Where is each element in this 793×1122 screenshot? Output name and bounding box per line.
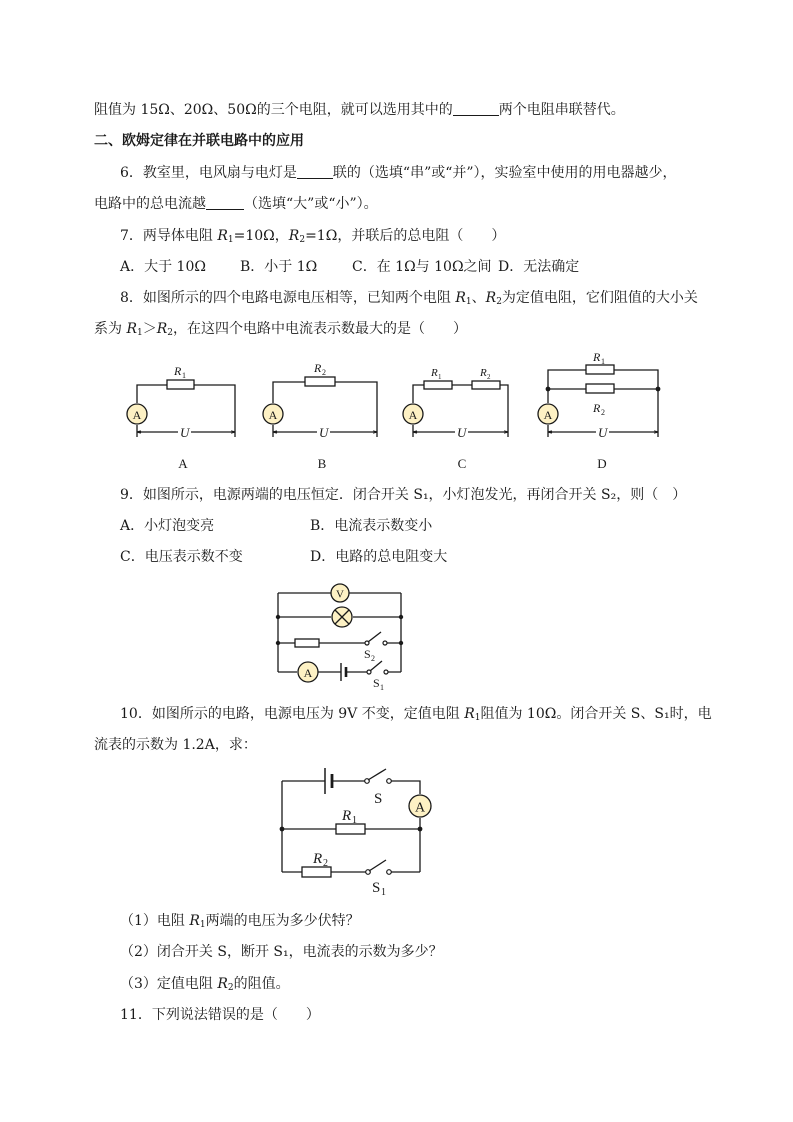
r2-sub: 2 — [323, 858, 328, 869]
r-sub: 1 — [182, 371, 186, 380]
q9-stem: 9．如图所示，电源两端的电压恒定．闭合开关 S₁，小灯泡发光，再闭合开关 S₂，则（ ） — [120, 487, 687, 503]
r-label: R — [174, 364, 182, 378]
circuit-a-label[interactable]: A — [178, 456, 188, 471]
section-title: 二、欧姆定律在并联电路中的应用 — [94, 133, 304, 149]
q9-option-c[interactable]: C．电压表示数不变 — [120, 549, 243, 565]
ammeter-label: A — [303, 666, 313, 680]
r-label: R — [314, 361, 322, 375]
switch-s-icon[interactable] — [365, 769, 392, 783]
q10-line2: 流表的示数为 1.2A，求： — [94, 737, 257, 753]
q6-text-d: （选填“大”或“小”）。 — [244, 196, 378, 212]
q10-sub3-r: R — [217, 976, 228, 992]
q7-r2-sub: 2 — [299, 235, 306, 245]
q7-r1: R — [217, 228, 228, 244]
s2-label: S — [364, 647, 371, 661]
q10-sub3 — [120, 974, 290, 998]
u-label: U — [598, 425, 608, 440]
u-label: U — [457, 425, 467, 440]
q6-text-c: 电路中的总电流越 — [94, 196, 206, 212]
voltmeter-label: V — [336, 588, 344, 601]
junction-dot — [280, 827, 285, 832]
ammeter-label: A — [543, 408, 553, 422]
q8-r1: R — [455, 290, 466, 306]
q8-text-c: 系为 — [94, 321, 127, 337]
q7-pre: 7．两导体电阻 — [120, 228, 218, 244]
s1-label: S — [372, 880, 381, 896]
q10-sub3-a: （3）定值电阻 — [120, 976, 218, 992]
q10-sub1-rsub: 1 — [199, 920, 206, 930]
q7-post: =1Ω，并联后的总电阻（ ） — [305, 228, 506, 244]
s2-sub: 2 — [371, 654, 375, 663]
q7-option-a[interactable]: A．大于 10Ω — [120, 259, 206, 275]
u-label: U — [319, 425, 329, 440]
q8-rel-r1-sub: 1 — [137, 328, 143, 338]
r-label: R — [431, 367, 438, 379]
r-label: R — [593, 350, 601, 364]
switch-s1-icon[interactable] — [366, 860, 392, 874]
q7-option-c[interactable]: C．在 1Ω与 10Ω之间 — [352, 259, 492, 275]
r-sub: 1 — [601, 357, 605, 366]
circuit-d-label[interactable]: D — [597, 456, 607, 471]
q10-sub1-b: 两端的电压为多少伏特？ — [205, 913, 360, 929]
q9-option-a[interactable]: A．小灯泡变亮 — [120, 518, 215, 534]
junction-dot — [418, 827, 423, 832]
q5-tail-after: 两个电阻串联替代。 — [498, 102, 625, 118]
r-sub: 2 — [322, 368, 326, 377]
r1-sub: 1 — [352, 815, 357, 826]
s-label: S — [374, 791, 383, 807]
q10-r1: R — [464, 706, 475, 722]
q8-text-b: 为定值电阻，它们阻值的大小关 — [501, 290, 698, 306]
s1-sub: 1 — [381, 887, 386, 898]
s1-label: S — [373, 676, 380, 690]
ammeter-label: A — [132, 408, 142, 422]
ammeter-label: A — [268, 408, 278, 422]
u-label: U — [180, 425, 190, 440]
q10-sub2: （2）闭合开关 S，断开 S₁，电流表的示数为多少？ — [120, 944, 443, 960]
r-sub: 2 — [487, 373, 491, 381]
q10-sub1-a: （1）电阻 — [120, 913, 190, 929]
q5-tail-text: 阻值为 15Ω、20Ω、50Ω的三个电阻，就可以选用其中的 — [94, 102, 453, 118]
q7-mid: =10Ω， — [233, 228, 289, 244]
q10-text-a: 10．如图所示的电路，电源电压为 9V 不变，定值电阻 — [120, 706, 465, 722]
ammeter-label: A — [408, 408, 418, 422]
q10-sub1 — [120, 911, 360, 935]
q8-r2: R — [485, 290, 497, 306]
q8-rel-r2: R — [156, 321, 168, 337]
q11-stem: 11．下列说法错误的是（ ） — [120, 1007, 320, 1023]
q8-rel-r1: R — [126, 321, 137, 337]
q8-text-a: 8．如图所示的四个电路电源电压相等，已知两个电阻 — [120, 290, 456, 306]
q8-rel-r2-sub: 2 — [167, 328, 174, 338]
circuit-c-label[interactable]: C — [457, 456, 467, 471]
q7-option-d[interactable]: D．无法确定 — [498, 259, 580, 275]
q9-option-d[interactable]: D．电路的总电阻变大 — [310, 549, 448, 565]
r-sub: 2 — [601, 408, 605, 417]
q8-r2-sub: 2 — [496, 297, 502, 307]
battery-icon — [325, 768, 332, 794]
ammeter-label: A — [414, 800, 426, 816]
q10-sub1-r: R — [189, 913, 200, 929]
q6-text-b: 联的（选填“串”或“并”），实验室中使用的用电器越少， — [332, 165, 677, 181]
r1-label: R — [342, 808, 352, 824]
q9-option-b[interactable]: B．电流表示数变小 — [310, 518, 433, 534]
circuit-b-label[interactable]: B — [317, 456, 327, 471]
q10-r1-sub: 1 — [474, 713, 481, 723]
r-label: R — [593, 401, 601, 415]
q10-text-b: 阻值为 10Ω。闭合开关 S、S₁时，电 — [480, 706, 712, 722]
q8-sep: 、 — [471, 290, 486, 306]
r-sub: 1 — [438, 373, 442, 381]
q8-rel-sign: ＞ — [142, 321, 157, 337]
q10-sub3-rsub: 2 — [227, 983, 234, 993]
q7-r2: R — [288, 228, 300, 244]
q7-option-b[interactable]: B．小于 1Ω — [240, 259, 318, 275]
q8-r1-sub: 1 — [465, 297, 472, 307]
q7-r1-sub: 1 — [227, 235, 234, 245]
q10-sub3-b: 的阻值。 — [233, 976, 290, 992]
q8-text-d: ，在这四个电路中电流表示数最大的是（ ） — [173, 321, 468, 337]
s1-sub: 1 — [380, 683, 384, 692]
r-label: R — [480, 367, 487, 379]
resistor-r1 — [336, 824, 365, 834]
r2-label: R — [313, 851, 323, 867]
q6-text-a: 6．教室里，电风扇与电灯是 — [120, 165, 297, 181]
